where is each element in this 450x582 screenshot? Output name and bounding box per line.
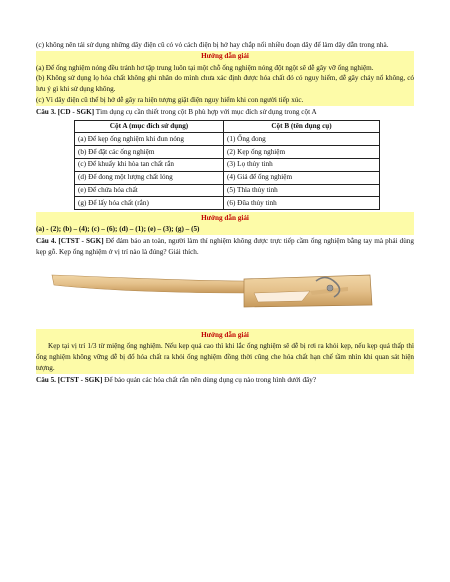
guide-title: Hướng dẫn giải <box>36 212 414 224</box>
answer-4: Kẹp tại vị trí 1/3 từ miệng ống nghiệm. Nếu kẹp quá cao thì khi lắc ống nghiệm sẽ dễ bị rơi ra khỏi kẹp, nếu kẹp quá thấp thì ống nghiệm không vững dễ bị đổ hóa chất ra khỏi ống nghiệm đồng thời cũng che hóa chất hạn chế tầm nhìn khi quan sát hiện tượng. <box>36 342 414 372</box>
question-3-label: Câu 3. [CD - SGK] <box>36 107 95 116</box>
question-5-label: Câu 5. [CTST - SGK] <box>36 375 103 384</box>
header-column-a: Cột A (mục đích sử dụng) <box>75 120 224 133</box>
answer-3: (a) - (2); (b) – (4); (c) – (6); (d) – (1); (e) – (3); (g) – (5) <box>36 224 200 233</box>
question-4 <box>36 236 414 258</box>
cell-a: (a) Để kẹp ống nghiệm khi đun nóng <box>75 133 224 146</box>
question-4-label: Câu 4. [CTST - SGK] <box>36 236 104 245</box>
header-column-b: Cột B (tên dụng cụ) <box>224 120 380 133</box>
table-row <box>75 158 380 171</box>
guide-block-2 <box>36 212 414 235</box>
guide-item-b: (b) Không sử dụng lọ hóa chất không ghi nhãn do mình chưa xác định được hóa chất đó có nguy hiểm, dễ gây cháy nổ không, có lưu ý gì khi sử dụng không. <box>36 74 414 94</box>
table-row <box>75 146 380 159</box>
guide-title: Hướng dẫn giải <box>36 51 414 63</box>
cell-b: (2) Kẹp ống nghiệm <box>224 146 380 159</box>
guide-title: Hướng dẫn giải <box>36 329 414 341</box>
cell-b: (1) Ống đong <box>224 133 380 146</box>
table-row <box>75 133 380 146</box>
cell-b: (3) Lọ thủy tinh <box>224 158 380 171</box>
table-row <box>75 197 380 210</box>
table-header-row <box>75 120 380 133</box>
matching-table <box>74 120 380 211</box>
table-row <box>75 171 380 184</box>
cell-a: (c) Để khuấy khi hòa tan chất rắn <box>75 158 224 171</box>
question-3 <box>36 107 414 118</box>
question-3-text: Tìm dụng cụ cần thiết trong cột B phù hợp với mục đích sử dụng trong cột A <box>94 107 317 116</box>
wooden-clamp-icon <box>48 261 378 321</box>
guide-block-1 <box>36 51 414 106</box>
cell-a: (e) Để chứa hóa chất <box>75 184 224 197</box>
document-content <box>36 40 414 385</box>
guide-item-c: (c) Vì dây điện cũ thể bị hở dễ gây ra hiện tượng giật điện nguy hiểm khi con người tiếp xúc. <box>36 95 304 104</box>
cell-b: (5) Thìa thủy tinh <box>224 184 380 197</box>
cell-b: (4) Giá để ống nghiệm <box>224 171 380 184</box>
table-row <box>75 184 380 197</box>
guide-item-a: (a) Để ống nghiệm nóng đều tránh hơ tập trung luôn tại một chỗ ống nghiệm nóng đột ngột sẽ dễ gây vỡ ống nghiệm. <box>36 63 374 72</box>
cell-b: (6) Đũa thủy tinh <box>224 197 380 210</box>
question-4-text: Để đảm bảo an toàn, người làm thí nghiệm không được trực tiếp cầm ống nghiệm bằng tay mà phải dùng kẹp gỗ. Kẹp ống nghiệm ở vị trí nào là đúng? Giải thích. <box>36 236 414 256</box>
guide-block-3 <box>36 329 414 373</box>
cell-a: (d) Để đong một lượng chất lỏng <box>75 171 224 184</box>
intro-paragraph: (c) không nên tái sử dụng những dây điện cũ có vỏ cách điện bị hở hay chắp nối nhiều đoạn dây để làm dây dẫn trong nhà. <box>36 41 389 49</box>
question-5 <box>36 375 414 386</box>
cell-a: (b) Để đặt các ống nghiệm <box>75 146 224 159</box>
cell-a: (g) Để lấy hóa chất (rắn) <box>75 197 224 210</box>
question-5-text: Để bảo quản các hóa chất rắn nên dùng dụng cụ nào trong hình dưới đây? <box>102 375 317 384</box>
figure-wooden-clamp <box>36 261 414 323</box>
